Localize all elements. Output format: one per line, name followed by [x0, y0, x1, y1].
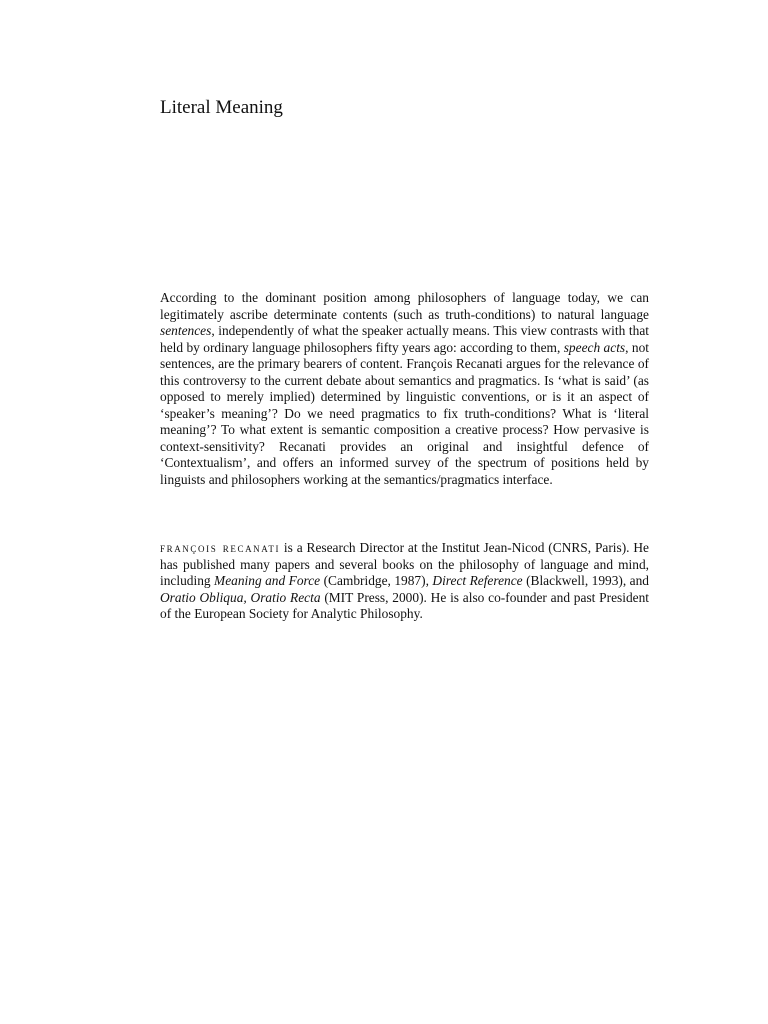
bio-text-3: (Blackwell, 1993), and: [522, 573, 650, 588]
page-title: Literal Meaning: [160, 97, 283, 118]
bio-italic-oratio-obliqua: Oratio Obliqua, Oratio Recta: [160, 589, 321, 605]
blurb-italic-speech-acts: speech acts: [563, 339, 626, 355]
author-bio: [160, 540, 649, 623]
blurb-text-1: According to the dominant position among philosophers of language today, we can legitimately ascribe determinate contents (such as truth-conditions) to natural language: [160, 290, 649, 322]
book-description: [160, 290, 649, 488]
author-name: françois recanati: [160, 540, 281, 555]
blurb-italic-sentences: sentences: [160, 323, 212, 338]
bio-text-1: is a Research Director at the Institut Jean-Nicod (CNRS, Paris). He has published many papers and several books on the philosophy of language and mind, including: [160, 540, 650, 588]
bio-text-2: (Cambridge, 1987),: [320, 573, 433, 588]
bio-italic-direct-reference: Direct Reference: [432, 573, 523, 588]
blurb-text-2: , independently of what the speaker actually means. This view contrasts with that held by ordinary language philosophers fifty years ago: according to them,: [160, 323, 649, 355]
bio-text-4: (MIT Press, 2000). He is also co-founder and past President of the European Society for Analytic Philosophy.: [160, 589, 649, 621]
bio-italic-meaning-and-force: Meaning and Force: [214, 573, 321, 588]
blurb-text-3: , not sentences, are the primary bearers of content. François Recanati argues for the relevance of this controversy to the current debate about semantics and pragmatics. Is ‘what is said’ (as opposed to merely implied) determined by linguistic conventions, or is it an aspect of ‘speaker’s meaning’? Do we need pragmatics to fix truth-conditions? What is ‘literal meaning’? To what extent is semantic composition a creative process? How pervasive is context-sensitivity? Recanati provides an original and insightful defence of ‘Contextualism’, and offers an informed survey of the spectrum of positions held by linguists and philosophers working at the semantics/pragmatics interface.: [160, 339, 650, 487]
